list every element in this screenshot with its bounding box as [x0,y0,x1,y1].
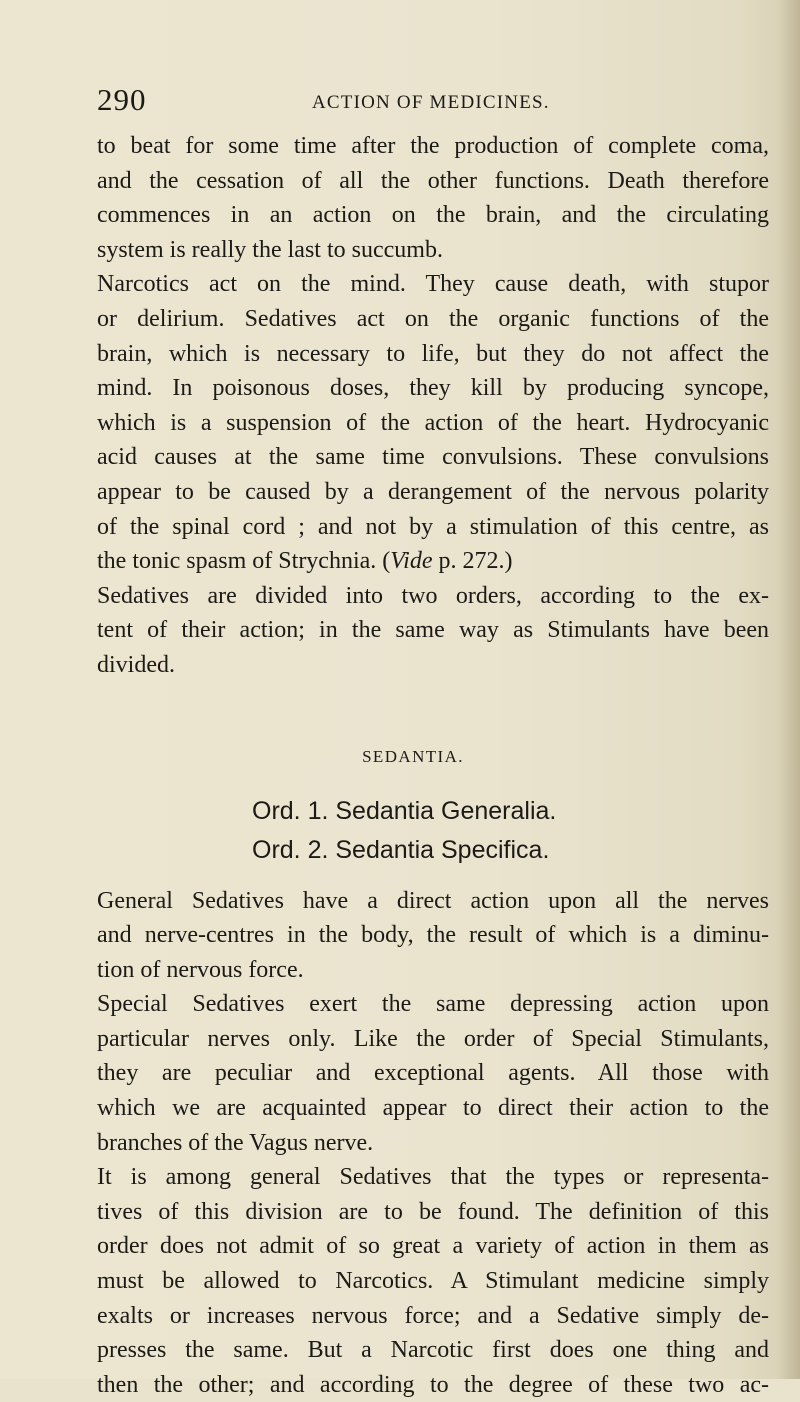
text-line: tives of this division are to be found. The definition of this [97,1198,769,1225]
text-line: Special Sedatives exert the same depressing action upon [97,991,769,1018]
text-line: to beat for some time after the production of complete coma, [97,133,769,159]
paragraph-1 [97,129,769,267]
text-line: mind. In poisonous doses, they kill by producing syncope, [97,375,769,402]
text-line: Sedatives are divided into two orders, according to the ex- [97,582,769,609]
running-head: ACTION OF MEDICINES. [312,92,550,113]
text-segment: p. 272.) [432,548,513,575]
spacer [97,683,769,740]
text-line: tion of nervous force. [97,956,304,983]
paragraph-6 [97,1160,769,1402]
text-line: must be allowed to Narcotics. A Stimulant medicine simply [97,1268,769,1295]
vide-reference: Vide [390,548,433,575]
text-line: they are peculiar and exceptional agents. All those with [97,1060,769,1087]
order-item: Ord. 2. Sedantia Specifica. [252,835,550,864]
text-line: which we are acquainted appear to direct their action to the [97,1095,769,1122]
text-line: commences in an action on the brain, and the circulating [97,202,769,229]
text-segment: the tonic spasm of Strychnia. ( [97,548,391,575]
orders-list [97,792,769,870]
paragraph-4 [97,884,769,988]
text-line: branches of the Vagus nerve. [97,1129,374,1156]
text-line: then the other; and according to the degree of these two ac- [97,1371,769,1398]
text-line: of the spinal cord ; and not by a stimulation of this centre, as [97,513,769,540]
page-edge-shadow [778,0,800,1379]
paragraph-2 [97,267,769,578]
text-line: tent of their action; in the same way as Stimulants have been [97,617,769,644]
paragraph-5 [97,987,769,1160]
text-line: acid causes at the same time convulsions. These convulsions [97,444,769,471]
text-line: exalts or increases nervous force; and a Sedative simply de- [97,1302,769,1329]
text-line: order does not admit of so great a variety of action in them as [97,1233,769,1260]
text-line: which is a suspension of the action of the heart. Hydrocyanic [97,409,769,436]
text-line: particular nerves only. Like the order of Special Stimulants, [97,1025,769,1052]
spacer [97,774,769,792]
text-line: divided. [97,651,175,678]
section-title: SEDANTIA. [362,746,464,766]
text-line: brain, which is necessary to life, but they do not affect the [97,340,769,367]
order-item: Ord. 1. Sedantia Generalia. [252,796,557,825]
text-line: presses the same. But a Narcotic first does one thing and [97,1337,769,1364]
text-line: or delirium. Sedatives act on the organic functions of the [97,305,769,332]
text-line: and the cessation of all the other functions. Death therefore [97,167,769,194]
text-line: appear to be caused by a derangement of the nervous polarity [97,478,769,505]
page-number: 290 [97,82,147,117]
text-line: and nerve-centres in the body, the result of which is a diminu- [97,922,769,949]
body-text [97,129,769,1402]
paragraph-3 [97,579,769,683]
text-line: General Sedatives have a direct action upon all the nerves [97,887,769,914]
text-line: It is among general Sedatives that the types or representa- [97,1164,769,1191]
spacer [97,870,769,884]
text-line: Narcotics act on the mind. They cause death, with stupor [97,271,769,298]
page-header [97,82,772,122]
text-line [97,544,769,579]
text-line: system is really the last to succumb. [97,236,443,263]
